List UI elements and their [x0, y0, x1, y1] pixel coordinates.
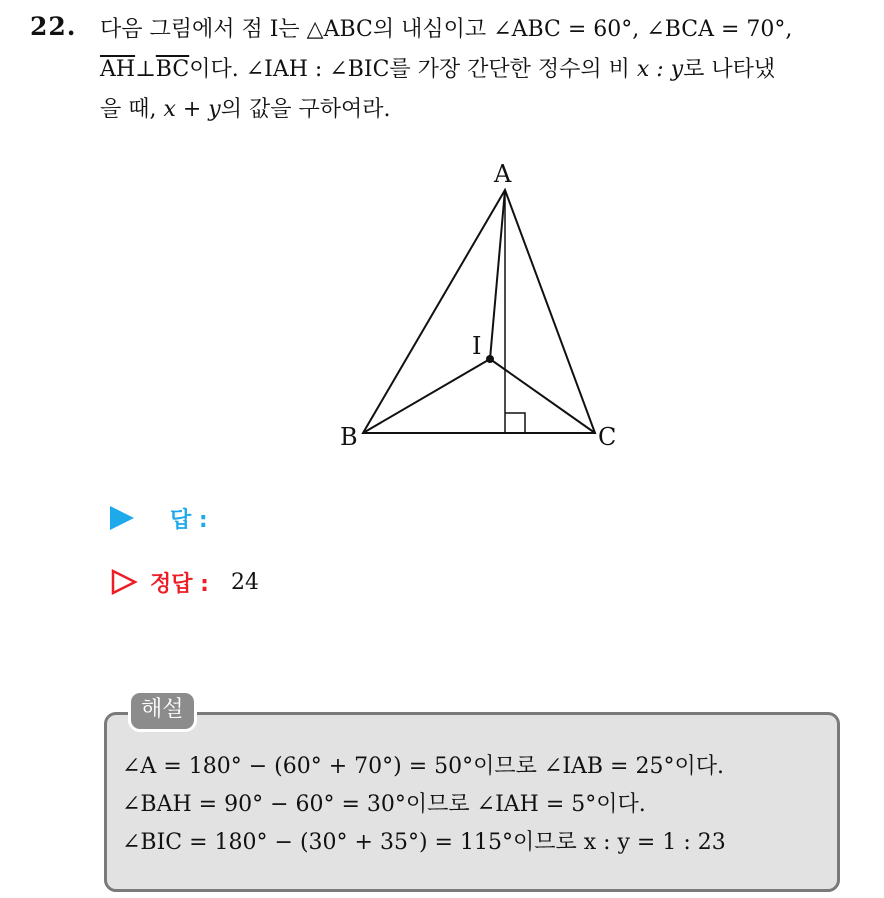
question-line-2-text-b: 로 나타냈: [683, 57, 776, 82]
label-a: A: [494, 160, 512, 188]
explanation-tab: 해설: [128, 690, 197, 732]
perpendicular-symbol: ⊥: [135, 57, 156, 82]
triangle-abc: [363, 190, 595, 433]
question-line-2: [100, 50, 870, 90]
question-line-2-text-a: 이다. ∠IAH : ∠BIC를 가장 간단한 정수의 비: [189, 57, 637, 82]
sum-expression: x + y: [163, 97, 221, 122]
question-line-3-text-b: 의 값을 구하여라.: [220, 97, 391, 122]
label-c: C: [598, 423, 617, 451]
question-line-3: [100, 90, 870, 130]
correct-answer-row: [110, 562, 259, 602]
segment-ah: $\overline{AH}$: [100, 57, 136, 82]
right-angle-mark: [505, 413, 525, 433]
correct-answer-value: 24: [230, 569, 259, 595]
triangle-figure: [330, 150, 630, 460]
label-i: I: [472, 332, 482, 360]
explanation-line-3: ∠BIC = 180° − (30° + 35°) = 115°이므로 x : y = 1 : 23: [122, 830, 726, 855]
answer-label: 답 :: [170, 507, 208, 533]
question-text: [100, 10, 870, 130]
incenter-point: [486, 355, 494, 363]
question-line-3-text-a: 을 때,: [100, 97, 164, 122]
label-b: B: [340, 423, 358, 451]
question-line-1: 다음 그림에서 점 I는 △ABC의 내심이고 ∠ABC = 60°, ∠BCA = 70°,: [100, 17, 793, 42]
correct-answer-label: 정답 :: [150, 571, 209, 597]
answer-row: [110, 498, 208, 538]
segment-ai: [490, 190, 505, 359]
explanation-lines: [122, 748, 726, 862]
ratio-variables: x : y: [636, 57, 684, 82]
outline-triangle-icon: [110, 569, 138, 595]
segment-bi: [363, 359, 490, 433]
explanation-line-1: ∠A = 180° − (60° + 70°) = 50°이므로 ∠IAB = 25°이다.: [122, 754, 724, 779]
play-triangle-icon: [110, 506, 134, 530]
explanation-line-2: ∠BAH = 90° − 60° = 30°이므로 ∠IAH = 5°이다.: [122, 792, 646, 817]
segment-bc: $\overline{BC}$: [155, 57, 190, 82]
question-number: 22.: [30, 12, 77, 41]
